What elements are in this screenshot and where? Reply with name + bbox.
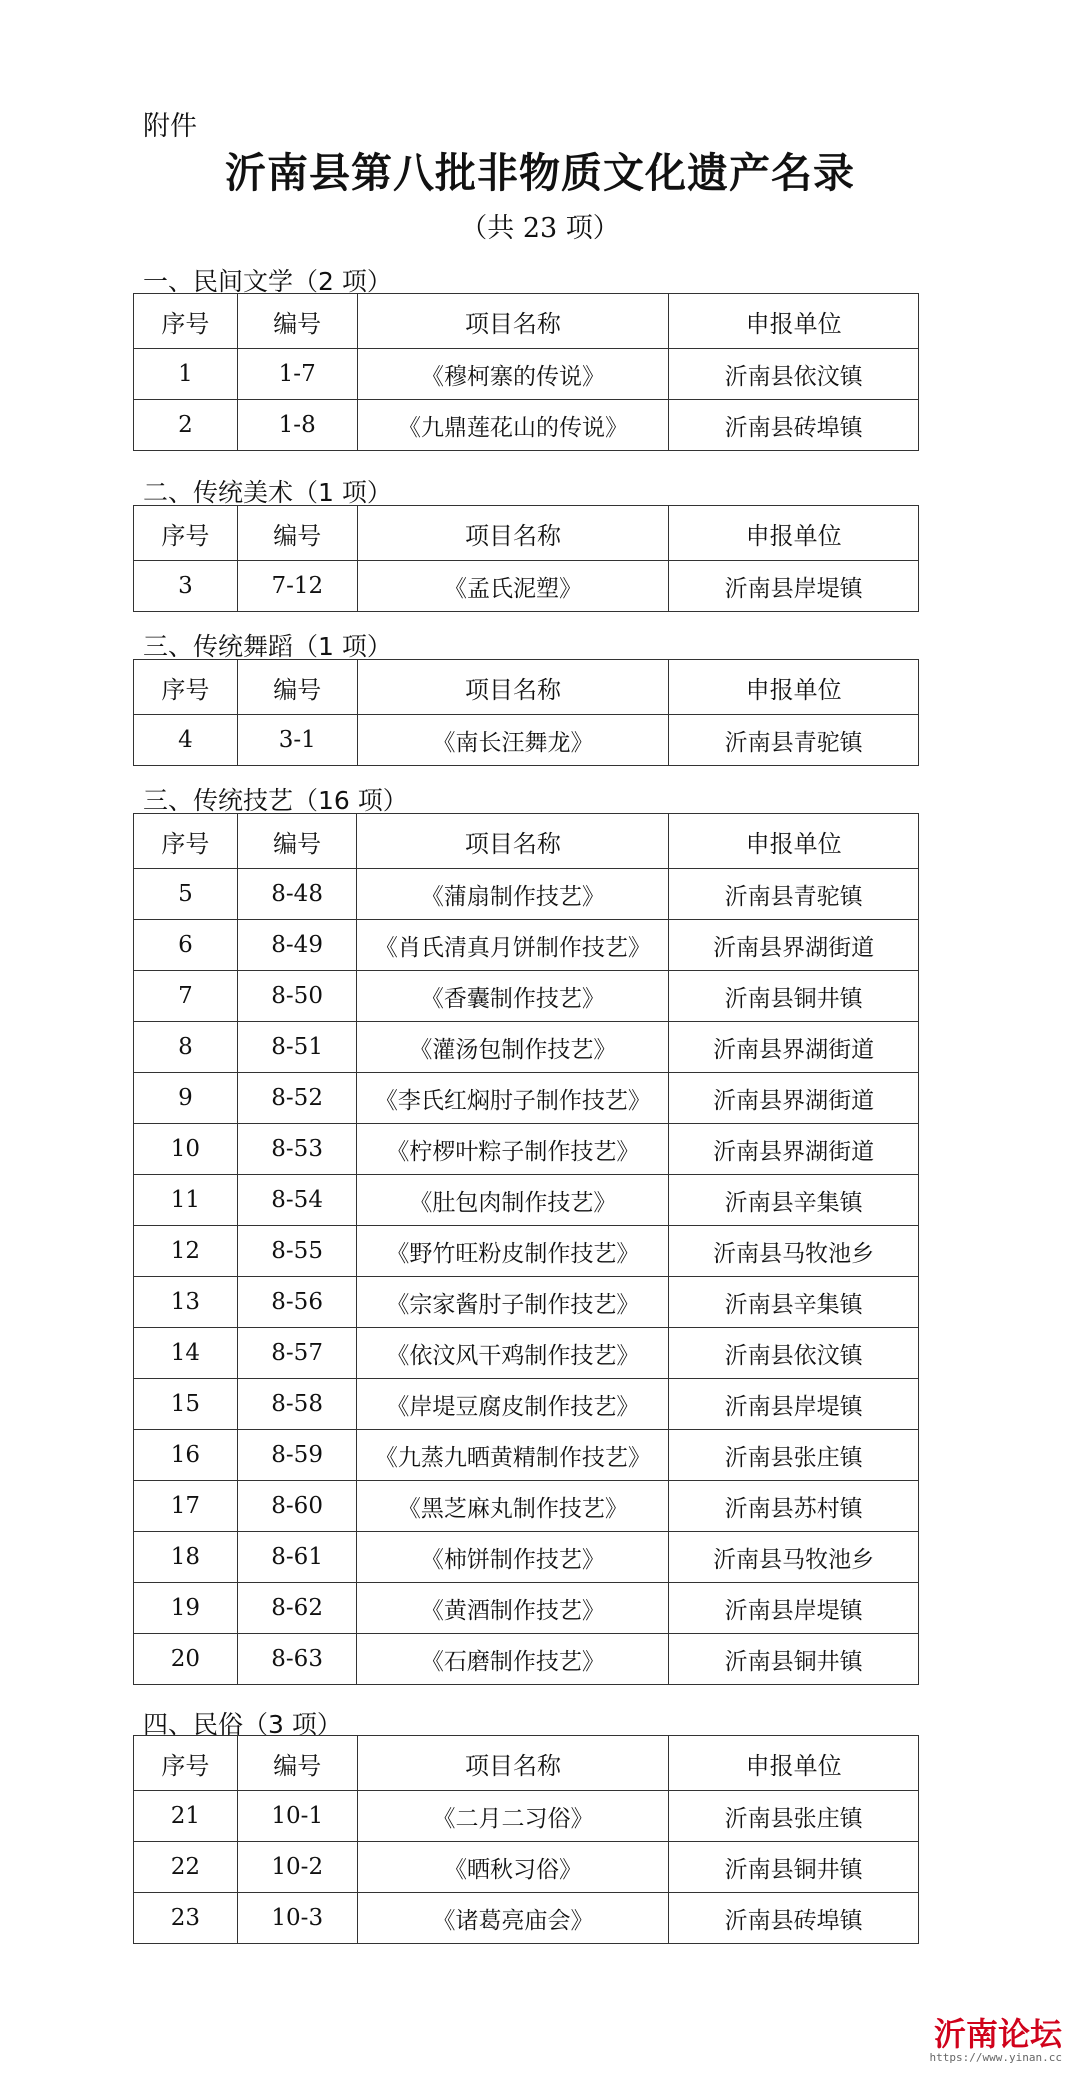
header-project-name: 项目名称 <box>357 814 669 869</box>
cell-code: 8-52 <box>237 1073 357 1124</box>
cell-applicant: 沂南县岸堤镇 <box>669 1379 919 1430</box>
cell-applicant: 沂南县依汶镇 <box>669 1328 919 1379</box>
cell-project-name: 《石磨制作技艺》 <box>357 1634 669 1685</box>
cell-code: 1-8 <box>237 400 357 451</box>
cell-project-name: 《九鼎莲花山的传说》 <box>357 400 669 451</box>
cell-index: 4 <box>134 715 238 766</box>
cell-index: 9 <box>134 1073 238 1124</box>
cell-applicant: 沂南县界湖街道 <box>669 1073 919 1124</box>
cell-project-name: 《柠椤叶粽子制作技艺》 <box>357 1124 669 1175</box>
cell-code: 10-1 <box>237 1791 357 1842</box>
table-row <box>134 1532 919 1583</box>
table-row <box>134 1175 919 1226</box>
cell-code: 8-51 <box>237 1022 357 1073</box>
cell-applicant: 沂南县岸堤镇 <box>669 1583 919 1634</box>
header-applicant: 申报单位 <box>669 506 919 561</box>
cell-applicant: 沂南县马牧池乡 <box>669 1532 919 1583</box>
table-row <box>134 971 919 1022</box>
header-code: 编号 <box>237 660 357 715</box>
table-header-row <box>134 814 919 869</box>
cell-project-name: 《香囊制作技艺》 <box>357 971 669 1022</box>
heritage-table <box>133 813 919 1685</box>
table-row <box>134 1842 919 1893</box>
cell-index: 12 <box>134 1226 238 1277</box>
header-applicant: 申报单位 <box>669 294 919 349</box>
table-row <box>134 1124 919 1175</box>
header-code: 编号 <box>237 506 357 561</box>
cell-applicant: 沂南县依汶镇 <box>669 349 919 400</box>
header-code: 编号 <box>237 1736 357 1791</box>
cell-project-name: 《李氏红焖肘子制作技艺》 <box>357 1073 669 1124</box>
cell-index: 8 <box>134 1022 238 1073</box>
cell-applicant: 沂南县苏村镇 <box>669 1481 919 1532</box>
cell-project-name: 《野竹旺粉皮制作技艺》 <box>357 1226 669 1277</box>
cell-code: 10-3 <box>237 1893 357 1944</box>
page-title: 沂南县第八批非物质文化遗产名录 <box>225 149 855 197</box>
cell-project-name: 《二月二习俗》 <box>357 1791 669 1842</box>
cell-project-name: 《黑芝麻丸制作技艺》 <box>357 1481 669 1532</box>
cell-applicant: 沂南县张庄镇 <box>669 1430 919 1481</box>
cell-code: 8-55 <box>237 1226 357 1277</box>
section-heading: 三、传统技艺（16 项） <box>143 786 408 815</box>
cell-applicant: 沂南县界湖街道 <box>669 1124 919 1175</box>
table-row <box>134 1277 919 1328</box>
header-applicant: 申报单位 <box>669 1736 919 1791</box>
table-row <box>134 400 919 451</box>
cell-code: 8-53 <box>237 1124 357 1175</box>
cell-code: 8-59 <box>237 1430 357 1481</box>
cell-code: 8-58 <box>237 1379 357 1430</box>
cell-index: 3 <box>134 561 238 612</box>
table-row <box>134 1791 919 1842</box>
cell-applicant: 沂南县岸堤镇 <box>669 561 919 612</box>
section-heading: 一、民间文学（2 项） <box>143 267 392 296</box>
section-heading: 四、民俗（3 项） <box>143 1710 342 1739</box>
cell-code: 3-1 <box>237 715 357 766</box>
cell-index: 21 <box>134 1791 238 1842</box>
cell-project-name: 《柿饼制作技艺》 <box>357 1532 669 1583</box>
cell-index: 22 <box>134 1842 238 1893</box>
cell-project-name: 《孟氏泥塑》 <box>357 561 669 612</box>
table-row <box>134 1379 919 1430</box>
cell-project-name: 《晒秋习俗》 <box>357 1842 669 1893</box>
table-row <box>134 1481 919 1532</box>
cell-index: 11 <box>134 1175 238 1226</box>
cell-code: 8-60 <box>237 1481 357 1532</box>
cell-project-name: 《诸葛亮庙会》 <box>357 1893 669 1944</box>
heritage-table <box>133 505 919 612</box>
cell-project-name: 《南长汪舞龙》 <box>357 715 669 766</box>
cell-code: 8-48 <box>237 869 357 920</box>
cell-index: 2 <box>134 400 238 451</box>
cell-project-name: 《肖氏清真月饼制作技艺》 <box>357 920 669 971</box>
cell-applicant: 沂南县辛集镇 <box>669 1175 919 1226</box>
cell-project-name: 《穆柯寨的传说》 <box>357 349 669 400</box>
watermark-name: 沂南论坛 <box>933 2015 1062 2053</box>
cell-project-name: 《依汶风干鸡制作技艺》 <box>357 1328 669 1379</box>
cell-index: 17 <box>134 1481 238 1532</box>
cell-applicant: 沂南县辛集镇 <box>669 1277 919 1328</box>
header-applicant: 申报单位 <box>669 660 919 715</box>
cell-index: 20 <box>134 1634 238 1685</box>
cell-index: 23 <box>134 1893 238 1944</box>
cell-applicant: 沂南县铜井镇 <box>669 1842 919 1893</box>
cell-applicant: 沂南县青驼镇 <box>669 715 919 766</box>
cell-code: 1-7 <box>237 349 357 400</box>
cell-index: 19 <box>134 1583 238 1634</box>
header-index: 序号 <box>134 1736 238 1791</box>
table-header-row <box>134 1736 919 1791</box>
cell-code: 8-57 <box>237 1328 357 1379</box>
table-row <box>134 1226 919 1277</box>
table-header-row <box>134 506 919 561</box>
cell-applicant: 沂南县砖埠镇 <box>669 400 919 451</box>
cell-applicant: 沂南县铜井镇 <box>669 971 919 1022</box>
table-header-row <box>134 660 919 715</box>
section-heading: 三、传统舞蹈（1 项） <box>143 632 392 661</box>
heritage-table <box>133 659 919 766</box>
cell-code: 7-12 <box>237 561 357 612</box>
attachment-label: 附件 <box>143 111 197 142</box>
heritage-table <box>133 293 919 451</box>
cell-project-name: 《黄酒制作技艺》 <box>357 1583 669 1634</box>
cell-index: 15 <box>134 1379 238 1430</box>
header-index: 序号 <box>134 814 238 869</box>
section-heading: 二、传统美术（1 项） <box>143 478 392 507</box>
cell-code: 8-54 <box>237 1175 357 1226</box>
cell-project-name: 《肚包肉制作技艺》 <box>357 1175 669 1226</box>
cell-index: 7 <box>134 971 238 1022</box>
cell-index: 5 <box>134 869 238 920</box>
cell-index: 10 <box>134 1124 238 1175</box>
cell-applicant: 沂南县铜井镇 <box>669 1634 919 1685</box>
cell-index: 13 <box>134 1277 238 1328</box>
table-header-row <box>134 294 919 349</box>
watermark-logo <box>930 2017 1062 2064</box>
table-row <box>134 561 919 612</box>
table-row <box>134 1430 919 1481</box>
cell-code: 8-50 <box>237 971 357 1022</box>
cell-code: 8-56 <box>237 1277 357 1328</box>
heritage-table <box>133 1735 919 1944</box>
table-row <box>134 920 919 971</box>
table-row <box>134 1634 919 1685</box>
cell-applicant: 沂南县界湖街道 <box>669 920 919 971</box>
cell-project-name: 《九蒸九晒黄精制作技艺》 <box>357 1430 669 1481</box>
watermark-url: https://www.yinan.cc <box>929 2051 1062 2064</box>
cell-code: 8-62 <box>237 1583 357 1634</box>
cell-applicant: 沂南县青驼镇 <box>669 869 919 920</box>
header-code: 编号 <box>237 814 357 869</box>
cell-code: 8-63 <box>237 1634 357 1685</box>
header-index: 序号 <box>134 660 238 715</box>
table-row <box>134 715 919 766</box>
header-code: 编号 <box>237 294 357 349</box>
cell-applicant: 沂南县砖埠镇 <box>669 1893 919 1944</box>
table-row <box>134 1073 919 1124</box>
header-index: 序号 <box>134 506 238 561</box>
cell-code: 8-61 <box>237 1532 357 1583</box>
cell-project-name: 《灌汤包制作技艺》 <box>357 1022 669 1073</box>
table-row <box>134 1328 919 1379</box>
header-project-name: 项目名称 <box>357 506 669 561</box>
cell-applicant: 沂南县张庄镇 <box>669 1791 919 1842</box>
cell-index: 1 <box>134 349 238 400</box>
table-row <box>134 1022 919 1073</box>
cell-project-name: 《岸堤豆腐皮制作技艺》 <box>357 1379 669 1430</box>
cell-index: 18 <box>134 1532 238 1583</box>
page-subtitle: （共 23 项） <box>460 213 620 244</box>
cell-applicant: 沂南县马牧池乡 <box>669 1226 919 1277</box>
table-row <box>134 869 919 920</box>
header-project-name: 项目名称 <box>357 660 669 715</box>
header-project-name: 项目名称 <box>357 294 669 349</box>
cell-code: 10-2 <box>237 1842 357 1893</box>
cell-project-name: 《宗家酱肘子制作技艺》 <box>357 1277 669 1328</box>
header-project-name: 项目名称 <box>357 1736 669 1791</box>
cell-applicant: 沂南县界湖街道 <box>669 1022 919 1073</box>
cell-index: 16 <box>134 1430 238 1481</box>
cell-index: 14 <box>134 1328 238 1379</box>
table-row <box>134 349 919 400</box>
cell-code: 8-49 <box>237 920 357 971</box>
cell-project-name: 《蒲扇制作技艺》 <box>357 869 669 920</box>
table-row <box>134 1893 919 1944</box>
cell-index: 6 <box>134 920 238 971</box>
header-applicant: 申报单位 <box>669 814 919 869</box>
header-index: 序号 <box>134 294 238 349</box>
table-row <box>134 1583 919 1634</box>
